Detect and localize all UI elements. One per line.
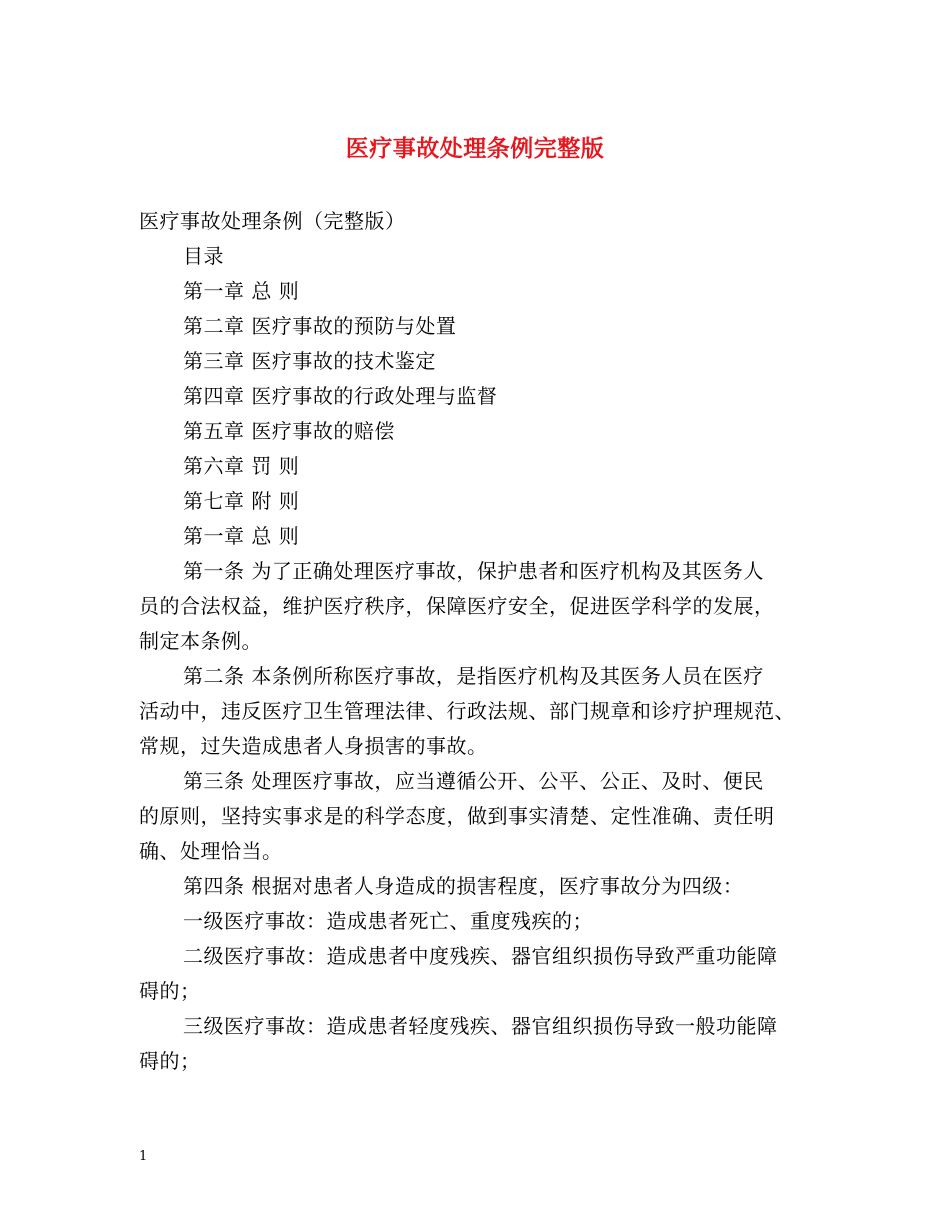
page-number: 1 — [139, 1149, 148, 1164]
document-body — [139, 204, 829, 1079]
text-line: 第四条 根据对患者人身造成的损害程度，医疗事故分为四级： — [183, 874, 744, 898]
text-line: 碍的； — [139, 979, 201, 1003]
text-line: 医疗事故处理条例（完整版） — [139, 209, 406, 233]
text-line: 目录 — [183, 244, 224, 268]
text-line: 第六章 罚 则 — [183, 454, 300, 478]
text-line: 制定本条例。 — [139, 629, 262, 653]
text-line: 第一章 总 则 — [183, 524, 300, 548]
text-line: 第二条 本条例所称医疗事故，是指医疗机构及其医务人员在医疗 — [183, 664, 764, 688]
text-line: 的原则，坚持实事求是的科学态度，做到事实清楚、定性准确、责任明 — [139, 804, 775, 828]
text-line: 第三条 处理医疗事故，应当遵循公开、公平、公正、及时、便民 — [183, 769, 764, 793]
text-line: 活动中，违反医疗卫生管理法律、行政法规、部门规章和诊疗护理规范、 — [139, 699, 795, 723]
text-line: 三级医疗事故：造成患者轻度残疾、器官组织损伤导致一般功能障 — [183, 1014, 778, 1038]
text-line: 确、处理恰当。 — [139, 839, 283, 863]
text-line: 第三章 医疗事故的技术鉴定 — [183, 349, 436, 373]
text-line: 常规，过失造成患者人身损害的事故。 — [139, 734, 488, 758]
text-line: 碍的； — [139, 1049, 201, 1073]
document-title: 医疗事故处理条例完整版 — [345, 135, 605, 162]
text-line: 第七章 附 则 — [183, 489, 300, 513]
text-line: 第一章 总 则 — [183, 279, 300, 303]
text-line: 二级医疗事故：造成患者中度残疾、器官组织损伤导致严重功能障 — [183, 944, 778, 968]
text-line: 员的合法权益，维护医疗秩序，保障医疗安全，促进医学科学的发展， — [139, 594, 775, 618]
text-line: 第五章 医疗事故的赔偿 — [183, 419, 395, 443]
text-line: 第一条 为了正确处理医疗事故，保护患者和医疗机构及其医务人 — [183, 559, 764, 583]
text-line: 一级医疗事故：造成患者死亡、重度残疾的； — [183, 909, 593, 933]
text-line: 第四章 医疗事故的行政处理与监督 — [183, 384, 498, 408]
text-line: 第二章 医疗事故的预防与处置 — [183, 314, 457, 338]
